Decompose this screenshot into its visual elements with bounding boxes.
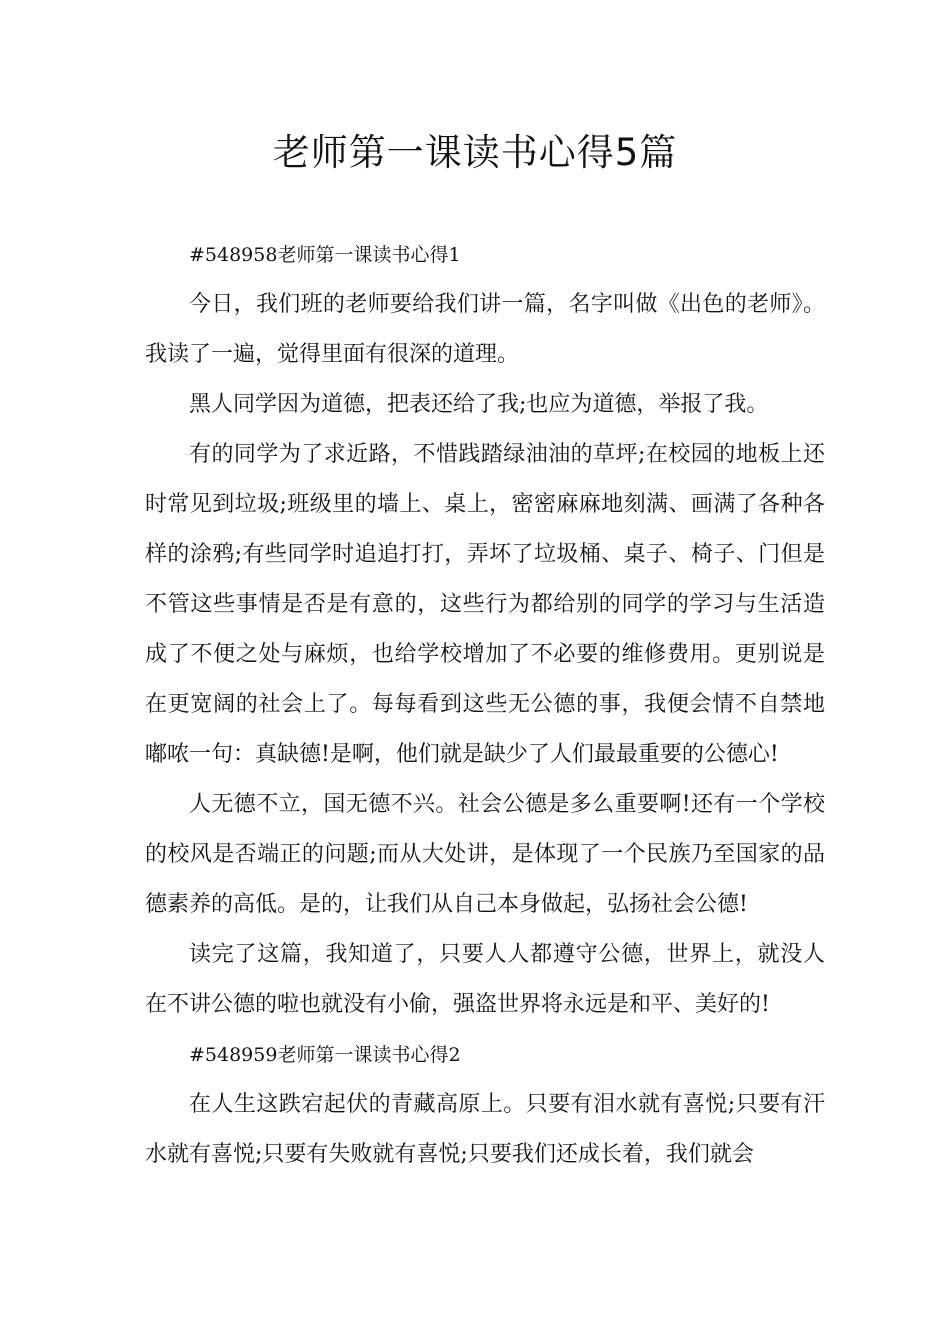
section-heading: #548958老师第一课读书心得1 [189,244,461,266]
paragraph: 今日，我们班的老师要给我们讲一篇，名字叫做《出色的老师》。我读了一遍，觉得里面有很深的道理。 [145,292,825,367]
document-title: 老师第一课读书心得5篇 [272,131,678,174]
paragraph: 在人生这跌宕起伏的青藏高原上。只要有泪水就有喜悦;只要有汗水就有喜悦;只要有失败就有喜悦;只要我们还成长着，我们就会 [145,1092,825,1167]
paragraph: 黑人同学因为道德，把表还给了我;也应为道德，举报了我。 [189,392,769,417]
document-body [145,230,825,1180]
section-heading: #548959老师第一课读书心得2 [189,1044,461,1066]
paragraph: 读完了这篇，我知道了，只要人人都遵守公德，世界上，就没人在不讲公德的啦也就没有小偷，强盗世界将永远是和平、美好的! [145,942,825,1017]
paragraph: 人无德不立，国无德不兴。社会公德是多么重要啊!还有一个学校的校风是否端正的问题;而从大处讲，是体现了一个民族乃至国家的品德素养的高低。是的，让我们从自己本身做起，弘扬社会公德! [145,792,825,917]
paragraph: 有的同学为了求近路，不惜践踏绿油油的草坪;在校园的地板上还时常见到垃圾;班级里的墙上、桌上，密密麻麻地刻满、画满了各种各样的涂鸦;有些同学时追追打打，弄坏了垃圾桶、桌子、椅子、门但是不管这些事情是否是有意的，这些行为都给别的同学的学习与生活造成了不便之处与麻烦，也给学校增加了不必要的维修费用。更别说是在更宽阔的社会上了。每每看到这些无公德的事，我便会情不自禁地嘟哝一句：真缺德!是啊，他们就是缺少了人们最最重要的公德心! [145,442,825,767]
